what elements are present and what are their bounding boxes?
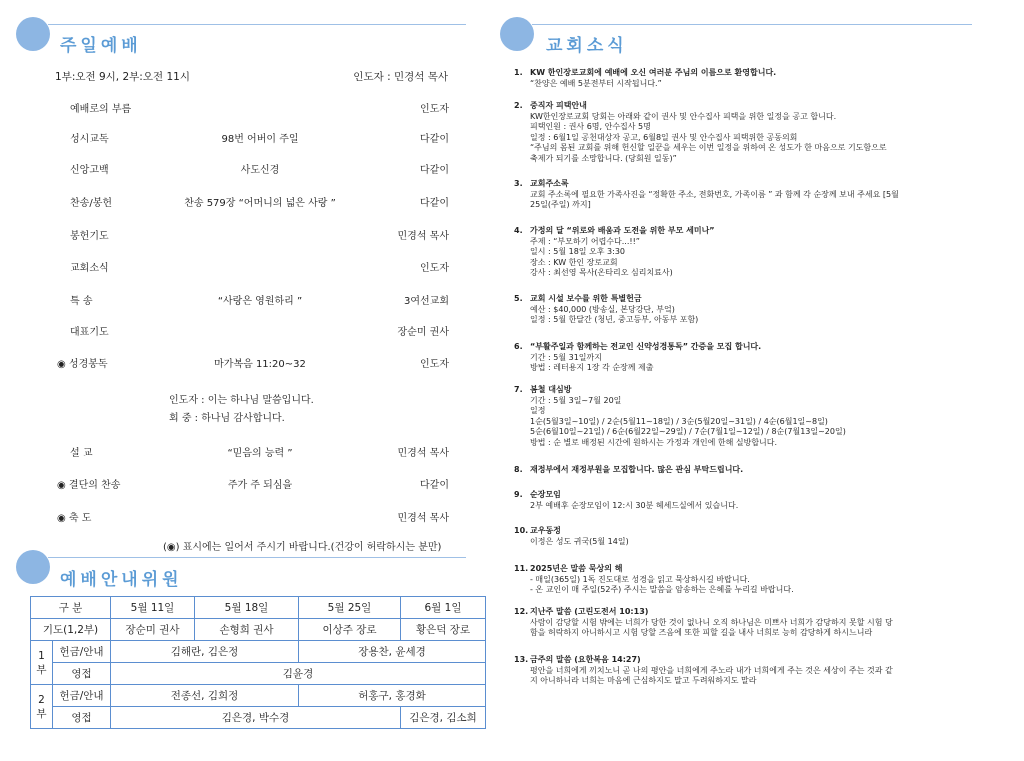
news-item-line: “주님의 몸된 교회를 위해 헌신할 일꾼을 세우는 이번 일정을 위하여 온 성도가 한 마음으로 기도함으로 bbox=[530, 143, 887, 152]
order-item-label: ◉ 축 도 bbox=[57, 513, 92, 524]
news-item-heading: 금주의 말씀 (요한복음 14:27) bbox=[530, 655, 641, 664]
news-item-line: 사람이 감당할 시험 밖에는 너희가 당한 것이 없나니 오직 하나님은 미쁘사 너희가 감당하지 못할 시험 당 bbox=[530, 617, 893, 627]
news-item bbox=[514, 179, 1000, 211]
header-cell: 5월 25일 bbox=[299, 597, 401, 619]
news-item-number: 7. bbox=[514, 385, 523, 394]
table-row bbox=[31, 619, 486, 641]
news-item bbox=[514, 101, 1000, 164]
news-item-line: 일정 : 5월 한달간 (청년, 중고등부, 아동부 포함) bbox=[530, 315, 699, 324]
news-item bbox=[514, 294, 1000, 326]
worship-times: 1부:오전 9시, 2부:오전 11시 bbox=[55, 71, 190, 83]
news-item-number: 1. bbox=[514, 68, 523, 77]
news-item-line: 강사 : 최선영 목사(온타리오 심리치료사) bbox=[530, 268, 673, 277]
order-item-leader: 다같이 bbox=[420, 198, 449, 209]
news-item-line: 함을 허락하지 아니하시고 시험 당할 즈음에 또한 피할 길을 내사 너희로 능히 감당하게 하시느니라 bbox=[530, 628, 873, 637]
news-item-line: 교회 주소록에 필요한 가족사진을 “정확한 주소, 전화번호, 가족이름 ” 과 함께 각 순장께 보내 주세요 [5월 bbox=[530, 189, 899, 199]
table-row bbox=[31, 685, 486, 707]
news-item-heading: “부활주일과 함께하는 전교인 신약성경통독” 간증을 모집 합니다. bbox=[530, 342, 762, 351]
response-congregation: 회 중 : 하나님 감사합니다. bbox=[169, 413, 285, 424]
news-item-number: 9. bbox=[514, 490, 523, 499]
order-item-leader: 민경석 목사 bbox=[397, 448, 449, 459]
order-item-label: 봉헌기도 bbox=[70, 231, 109, 242]
news-item-line: 주제 : “부모하기 어렵수다...!!” bbox=[530, 236, 640, 246]
schedule-rule bbox=[48, 557, 466, 558]
worship-title: 주일예배 bbox=[60, 36, 142, 56]
news-item-line: 피택인원 : 권사 6명, 안수집사 5명 bbox=[530, 122, 651, 131]
news-rule bbox=[532, 24, 972, 25]
news-item-line: 5순(6월10일~21일) / 6순(6월22일~29일) / 7순(7월1일~12일) / 8순(7월13일~20일) bbox=[530, 427, 846, 436]
news-item-heading: 교회 시설 보수를 위한 특별헌금 bbox=[530, 294, 642, 303]
news-item bbox=[514, 490, 1000, 511]
order-item-leader: 민경석 목사 bbox=[397, 513, 449, 524]
order-item-label: 성시교독 bbox=[70, 134, 109, 145]
table-row bbox=[31, 641, 486, 663]
news-item-number: 2. bbox=[514, 101, 523, 110]
news-item-heading: 중직자 피택안내 bbox=[530, 101, 587, 110]
order-item-leader: 다같이 bbox=[420, 165, 449, 176]
worship-leader: 인도자 : 민경석 목사 bbox=[353, 71, 448, 83]
news-item bbox=[514, 342, 1000, 374]
news-item-line: 기간 : 5월 31일까지 bbox=[530, 352, 602, 362]
p2-greeting-b: 김은경, 김소희 bbox=[401, 707, 486, 729]
header-cell: 6월 1일 bbox=[401, 597, 486, 619]
news-item-number: 5. bbox=[514, 294, 523, 303]
news-item-line: 평안을 너희에게 끼치노니 곧 나의 평안을 너희에게 주노라 내가 너희에게 주는 것은 세상이 주는 것과 같 bbox=[530, 665, 893, 675]
news-item-heading: KW 한인장로교회에 예배에 오신 여러분 주님의 이름으로 환영합니다. bbox=[530, 68, 777, 77]
order-item-label: 찬송/봉헌 bbox=[70, 198, 113, 209]
order-item-label: 특 송 bbox=[70, 296, 93, 307]
news-item bbox=[514, 226, 1000, 279]
news-item-line: 일정 bbox=[530, 406, 546, 415]
news-item-number: 4. bbox=[514, 226, 523, 235]
header-cell: 구 분 bbox=[31, 597, 111, 619]
prayer-cell: 이상주 장로 bbox=[299, 619, 401, 641]
order-item-label: 교회소식 bbox=[70, 263, 109, 274]
order-item-label: 신앙고백 bbox=[70, 165, 109, 176]
p2-greeting-a: 김은경, 박수경 bbox=[111, 707, 401, 729]
news-item-number: 12. bbox=[514, 607, 529, 616]
news-item-heading: 봄철 대심방 bbox=[530, 385, 572, 394]
header-cell: 5월 18일 bbox=[195, 597, 299, 619]
usher-schedule-table bbox=[30, 596, 486, 729]
news-item-number: 10. bbox=[514, 526, 529, 535]
title-rule bbox=[48, 24, 466, 25]
offering-label: 헌금/안내 bbox=[53, 685, 111, 707]
p1-offering-a: 김해란, 김은정 bbox=[111, 641, 299, 663]
prayer-cell: 황은덕 장로 bbox=[401, 619, 486, 641]
news-item-line: 기간 : 5월 3일~7월 20일 bbox=[530, 395, 622, 405]
news-item-number: 6. bbox=[514, 342, 523, 351]
greeting-label: 영접 bbox=[53, 707, 111, 729]
table-row bbox=[31, 663, 486, 685]
news-item bbox=[514, 385, 1000, 448]
news-item-heading: 지난주 말씀 (고린도전서 10:13) bbox=[530, 607, 649, 616]
order-item-detail: 마가복음 11:20~32 bbox=[214, 359, 306, 370]
news-item-line: 방법 : 레터용지 1장 각 순장께 제출 bbox=[530, 363, 654, 372]
order-item-detail: “사랑은 영원하리 ” bbox=[217, 296, 303, 307]
p1-offering-b: 장용찬, 윤세경 bbox=[299, 641, 486, 663]
news-item-heading: 가정의 달 “위로와 배움과 도전을 위한 부모 세미나” bbox=[530, 226, 715, 235]
news-item bbox=[514, 655, 1000, 687]
news-item bbox=[514, 607, 1000, 639]
order-item-leader: 장순미 권사 bbox=[397, 327, 449, 338]
news-item bbox=[514, 564, 1000, 596]
news-item-line: 축제가 되기를 소망합니다. (당회원 일동)” bbox=[530, 153, 677, 163]
order-item-leader: 인도자 bbox=[420, 263, 449, 274]
news-item bbox=[514, 465, 1000, 476]
news-item-number: 8. bbox=[514, 465, 523, 474]
order-item-detail: 사도신경 bbox=[240, 165, 280, 176]
news-item-number: 3. bbox=[514, 179, 523, 188]
prayer-cell: 장순미 권사 bbox=[111, 619, 195, 641]
news-circle-decor bbox=[500, 17, 534, 51]
part1-label: 1 부 bbox=[31, 641, 53, 685]
news-item-line: “찬양은 예배 5분전부터 시작됩니다.” bbox=[530, 78, 662, 88]
news-item-line: - 온 교인이 매 주일(52주) 주시는 말씀을 암송하는 은혜를 누리길 바랍니다. bbox=[530, 585, 794, 594]
news-item-heading: 교회주소록 bbox=[530, 179, 569, 188]
order-item-detail: “믿음의 능력 ” bbox=[227, 448, 293, 459]
news-item bbox=[514, 68, 1000, 89]
order-item-label: 설 교 bbox=[70, 448, 93, 459]
news-item-line: 예산 : $40,000 (방송실, 본당강단, 부엌) bbox=[530, 304, 675, 314]
news-item-line: 2부 예배후 순장모임이 12:시 30분 헤세드실에서 있습니다. bbox=[530, 500, 739, 510]
news-title: 교회소식 bbox=[546, 36, 628, 56]
prayer-cell: 손형희 권사 bbox=[195, 619, 299, 641]
news-item-line: 일정 : 6월1일 공천대상자 공고, 6월8일 권사 및 안수집사 피택위한 공동의회 bbox=[530, 132, 798, 142]
news-item-line: 장소 : KW 한인 장로교회 bbox=[530, 257, 618, 267]
news-item-line: 일시 : 5월 18일 오후 3:30 bbox=[530, 247, 626, 256]
order-item-leader: 민경석 목사 bbox=[397, 231, 449, 242]
order-item-leader: 인도자 bbox=[420, 359, 449, 370]
order-item-detail: 98번 어버이 주일 bbox=[221, 134, 299, 145]
news-item bbox=[514, 526, 1000, 547]
news-item-line: 지 아니하니라 너희는 마음에 근심하지도 말고 두려워하지도 말라 bbox=[530, 676, 757, 685]
news-item-line: 방법 : 순 별로 배정된 시간에 원하시는 가정과 개인에 한해 실방합니다. bbox=[530, 437, 778, 447]
news-item-heading: 교우동정 bbox=[530, 526, 561, 535]
table-row bbox=[31, 707, 486, 729]
news-item-line: - 매일(365일) 1독 진도대로 성경을 읽고 묵상하시길 바랍니다. bbox=[530, 574, 750, 584]
table-row bbox=[31, 597, 486, 619]
order-item-label: 대표기도 bbox=[70, 327, 109, 338]
p2-offering-a: 전종선, 김희정 bbox=[111, 685, 299, 707]
response-leader: 인도자 : 이는 하나님 말씀입니다. bbox=[169, 395, 314, 406]
offering-label: 헌금/안내 bbox=[53, 641, 111, 663]
p1-greeting: 김윤경 bbox=[111, 663, 486, 685]
news-item-number: 13. bbox=[514, 655, 529, 664]
part2-label: 2 부 bbox=[31, 685, 53, 729]
news-item-heading: 순장모임 bbox=[530, 490, 561, 499]
prayer-label: 기도(1,2부) bbox=[31, 619, 111, 641]
order-item-detail: 찬송 579장 “어머니의 넓은 사랑 ” bbox=[184, 198, 336, 209]
news-item-line: KW한인장로교회 당회는 아래와 같이 권사 및 안수집사 피택을 위한 일정을 공고 합니다. bbox=[530, 111, 837, 121]
p2-offering-b: 허홍구, 홍경화 bbox=[299, 685, 486, 707]
schedule-title: 예배안내위원 bbox=[60, 570, 183, 590]
order-item-leader: 다같이 bbox=[420, 134, 449, 145]
order-item-leader: 3여선교회 bbox=[403, 296, 449, 307]
header-cell: 5월 11일 bbox=[111, 597, 195, 619]
standing-note: (◉) 표시에는 일어서 주시기 바랍니다.(건강이 허락하시는 분만) bbox=[163, 542, 442, 553]
title-circle-decor bbox=[16, 17, 50, 51]
order-item-label: ◉ 결단의 찬송 bbox=[57, 480, 121, 491]
order-item-label: 예배로의 부름 bbox=[70, 104, 132, 115]
schedule-circle-decor bbox=[16, 550, 50, 584]
order-item-detail: 주가 주 되심을 bbox=[227, 480, 293, 491]
order-item-leader: 다같이 bbox=[420, 480, 449, 491]
news-item-line: 이정은 성도 귀국(5월 14일) bbox=[530, 536, 629, 546]
news-item-line: 25일(주일) 까지] bbox=[530, 200, 591, 209]
greeting-label: 영접 bbox=[53, 663, 111, 685]
news-item-heading: 2025년은 말씀 묵상의 해 bbox=[530, 564, 623, 573]
order-item-leader: 인도자 bbox=[420, 104, 449, 115]
news-item-number: 11. bbox=[514, 564, 529, 573]
order-item-label: ◉ 성경봉독 bbox=[57, 359, 108, 370]
news-item-line: 1순(5월3일~10일) / 2순(5월11~18일) / 3순(5월20일~31일) / 4순(6월1일~8일) bbox=[530, 416, 828, 426]
news-item-heading: 재정부에서 재정부원을 모집합니다. 많은 관심 부탁드립니다. bbox=[530, 465, 744, 474]
